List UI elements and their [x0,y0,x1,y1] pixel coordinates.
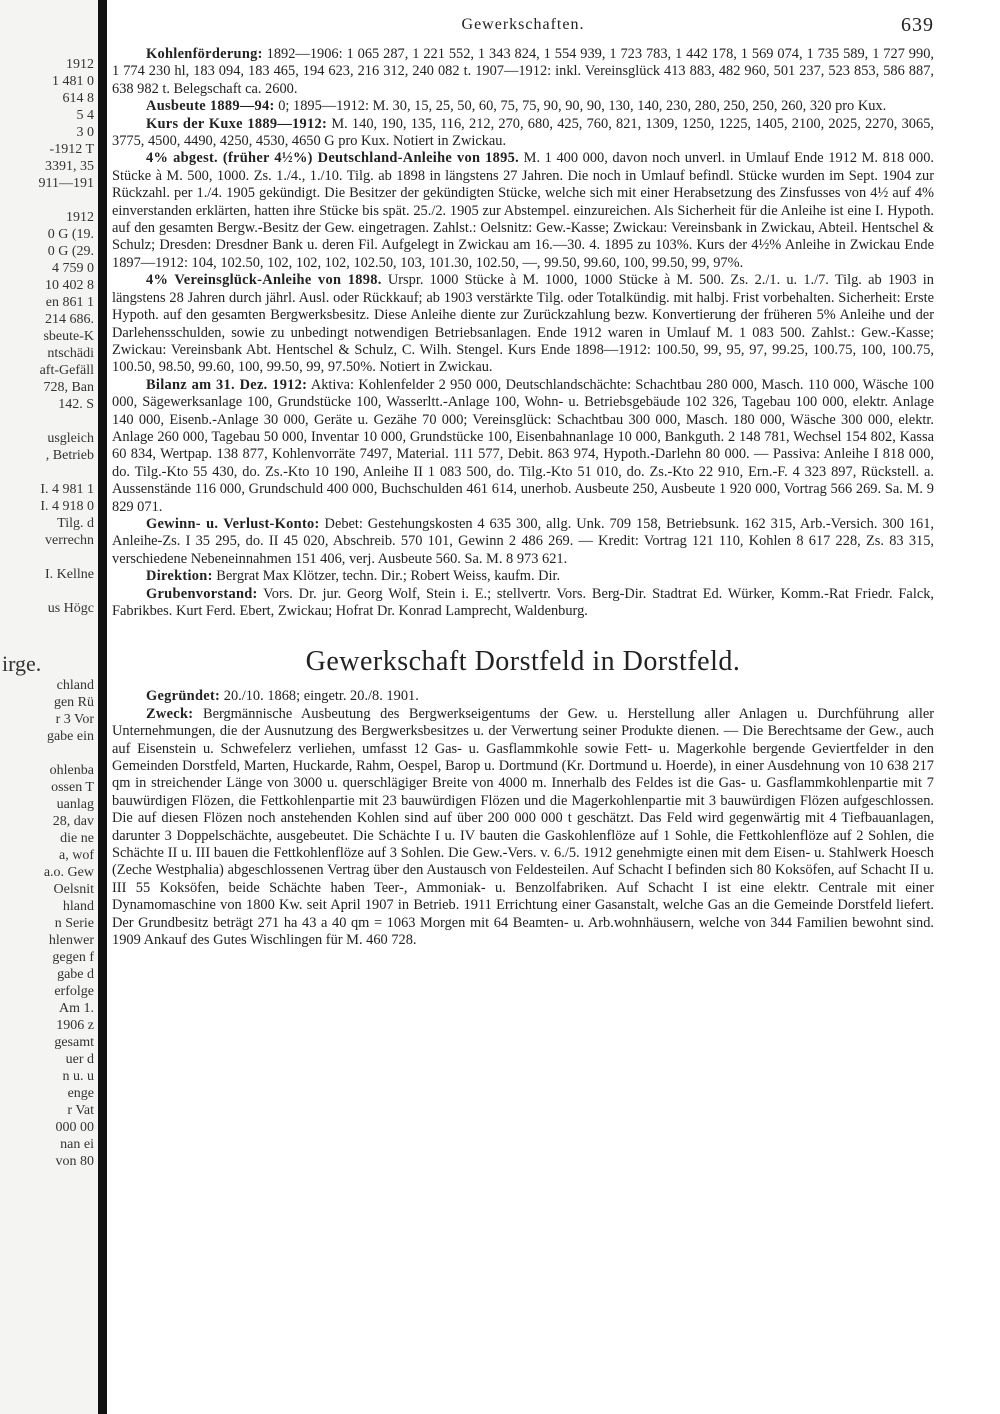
paragraph-ausbeute [112,98,934,115]
adjacent-line: 0 G (29. [47,244,94,259]
adjacent-line: -1912 T [49,142,94,157]
section-title: Gewerkschaft Dorstfeld in Dorstfeld. [305,646,741,678]
body: 20./10. 1868; eingetr. 20./8. 1901. [220,688,419,705]
adjacent-line: r 3 Vor [55,712,94,727]
adjacent-line: 000 00 [55,1120,94,1135]
label: 4% abgest. (früher 4½%) Deutschland-Anleihe von 1895. [146,150,520,167]
paragraph-zweck [112,706,934,950]
adjacent-line: 4 759 0 [52,261,94,276]
adjacent-line: 3391, 35 [45,159,94,174]
adjacent-line [0,413,98,430]
adjacent-line: 5 4 [76,108,94,123]
body: Bergmännische Ausbeutung des Bergwerkseigentums der Gew. u. Herstellung aller Anlagen u. Durchführung aller Unternehmungen, die der Ausnutzung des Bergwerksbesitzes u. der Verwertung seiner Produkte dienen. — Die Berechtsame der Gew., auch auf Eisenstein u. Schwefelerz verliehen, umfasst 12 Gas- u. Gasflammkohle sowie Fett- u. Magerkohle bergende Geviertfelder in den Gemeinden Dorstfeld, Marten, Huckarde, Rahm, Oespel, Barop u. Dortmund (Kr. Dortmund u. Hoerde), in einer Ausdehnung von 10 638 217 qm in streichender Länge von 3000 u. querschlägiger Breite von 4000 m. Innerhalb des Feldes ist die Gas- u. Gasflammkohlenpartie mit 7 bauwürdigen Flözen, die Fettkohlenpartie mit 23 bauwürdigen Flözen und die Magerkohlenpartie mit 3 bauwürdigen Flözen aufgeschlossen. Die auf diesen Flözen noch anstehenden Kohlen sind auf über 200 000 000 t geschätzt. Das Feld wird gegenwärtig mit 4 Tiefbauanlagen, darunter 3 Doppelschächte, ausgebeutet. Die Schächte I u. IV bauten die Gaskohlenflöze auf 1 Sohle, die Fettkohlenflöze auf 2 Sohlen, die Schächte II u. III bauen die Fettkohlenflöze auf 3 Sohlen. Die Gew.-Vers. v. 6./5. 1912 genehmigte einen mit dem Eisen- u. Stahlwerk Hoesch (Zeche Westphalia) abgeschlossenen Vertrag über den Austausch von Feldesteilen. Auf Schacht I befinden sich 80 Koksöfen, auf Schacht II u. III 55 Koksöfen, beide Schächte haben Teer-, Ammoniak- u. Benzolfabriken. Auf Schacht I ist eine elektr. Centrale mit einer Dynamomaschine von 1800 Kw. seit April 1907 in Betrieb. 1911 Errichtung einer Gasanstalt, welche Gas an die Gemeinde Dorstfeld liefert. Der Grundbesitz beträgt 271 ha 43 a 40 qm = 1063 Morgen mit 64 Beamten- u. Arb.wohnhäusern, welche von 344 Familien bewohnt sind. 1909 Ankauf des Gutes Wischlingen für M. 460 728. [112,705,934,949]
company-entry [112,46,934,620]
adjacent-line: a.o. Gew [43,865,94,880]
page-gutter [98,0,107,1414]
adjacent-line: ossen T [51,780,94,795]
adjacent-line: verrechn [45,533,94,548]
adjacent-line: 214 686. [45,312,94,327]
body: Aktiva: Kohlenfelder 2 950 000, Deutschlandschächte: Schachtbau 280 000, Masch. 110 000, Wäsche 100 000, Sägewerksanlage 100, Grundstücke 100, Wasserltt.-Anlage 100, Wohn- u. Betriebsgebäude 102 326, Tagebau 100 000, elektr. Anlage 140 000, Eisenb.-Anlage 30 000, Geräte u. Gezähe 70 000; Vereinsglück: Schachtbau 300 000, Masch. 180 000, Wäsche 300 000, elektr. Anlage 260 000, Tagebau 50 000, Inventar 10 000, Grundstücke 100, Eisenbahnanlage 10 000, Bankguth. 2 148 781, Wechsel 154 802, Kassa 60 834, Wertpap. 138 877, Kohlenvorräte 7497, Material. 111 577, Debit. 863 974, Hypoth.-Darlehn 80 000. — Passiva: Anleihe I 818 000, do. Tilg.-Kto 55 430, do. Zs.-Kto 10 190, Anleihe II 1 083 500, do. Tilg.-Kto 51 010, do. Zs.-Kto 22 910, Ern.-F. 4 323 897, Rückstell. a. Aussenstände 116 000, Grundschuld 400 000, Buchschulden 461 614, unerhob. Ausbeute 250, Ausbeute 1 920 000, Vortrag 566 269. Sa. M. 9 829 071. [112,376,934,515]
label: 4% Vereinsglück-Anleihe von 1898. [146,272,382,289]
adjacent-line: von 80 [55,1154,94,1169]
label: Grubenvorstand: [146,585,258,602]
paragraph-bilanz [112,377,934,516]
adjacent-line: , Betrieb [45,448,94,463]
label: Zweck: [146,705,194,722]
adjacent-line: 1 481 0 [52,74,94,89]
adjacent-line: Tilg. d [57,516,94,531]
adjacent-line: sbeute-K [43,329,94,344]
adjacent-line: r Vat [67,1103,94,1118]
label: Kohlenförderung: [146,46,263,62]
body: Debet: Gestehungskosten 4 635 300, allg. Unk. 709 158, Betriebsunk. 162 315, Arb.-Versich. 300 161, Anleihe-Zs. I 35 295, do. II 45 020, Abschreib. 570 101, Gewinn 2 486 269. — Kredit: Vortrag 121 110, Kohlen 8 617 228, Zs. 83 315, verschiedene Nebeneinnahmen 151 406, verj. Ausbeute 560. Sa. M. 8 973 621. [112,515,934,567]
running-head [112,14,934,40]
adjacent-line: aft-Gefäll [39,363,94,378]
paragraph-vereinsglueck-anleihe [112,272,934,376]
adjacent-line: us Högc [47,601,94,616]
adjacent-line: I. Kellne [45,567,94,582]
adjacent-line [0,745,98,762]
adjacent-line: enge [67,1086,94,1101]
paragraph-gewinn-verlust [112,516,934,568]
adjacent-line: I. 4 981 1 [40,482,94,497]
page-number: 639 [901,14,934,36]
adjacent-line: uanlag [56,797,94,812]
paragraph-kurs-der-kuxe [112,116,934,151]
adjacent-line: a, wof [59,848,94,863]
label: Kurs der Kuxe 1889—1912: [146,115,328,132]
adjacent-line: 1912 [66,57,94,72]
adjacent-line: 10 402 8 [45,278,94,293]
label: Direktion: [146,568,213,585]
label: Gegründet: [146,688,221,705]
page [112,14,934,1404]
adjacent-line [0,617,98,634]
body: Urspr. 1000 Stücke à M. 1000, 1000 Stücke à M. 500. Zs. 2./1. u. 1./7. Tilg. ab 1903 in längstens 28 Jahren durch jährl. Ausl. oder Rückkauf; ab 1903 verstärkte Tilg. oder Totalkündig. mit halbj. Frist vorbehalten. Sicherheit: Erste Hypoth. auf den gesamten Bergwerksbesitz. Diese Anleihe diente zur Zurückzahlung bezw. Konvertierung der früheren 5% Anleihe und der Darlehensschulden, sowie zu unbedingt notwendigen Betriebsanlagen. Ende 1912 waren in Umlauf M. 1 083 500. Zahlst.: Gew.-Kasse; Zwickau: Vereinsbank Abt. Hentschel & Schulz, C. Wilh. Stengel. Kurs Ende 1898—1912: 100.50, 99, 95, 97, 99.25, 100.75, 100, 100.75, 100.50, 98.50, 99.60, 100, 99.50, 99, 97.50%. Notiert in Zwickau. [112,272,934,376]
adjacent-line: nan ei [60,1137,94,1152]
adjacent-line: 28, dav [52,814,94,829]
adjacent-line: 911—191 [38,176,94,191]
adjacent-line [0,549,98,566]
adjacent-line: en 861 1 [45,295,94,310]
adjacent-line: 614 8 [62,91,94,106]
adjacent-line: n Serie [54,916,94,931]
adjacent-line: 728, Ban [43,380,94,395]
adjacent-line: erfolge [54,984,94,999]
label: Ausbeute 1889—94: [146,98,275,115]
paragraph-gegruendet [112,688,934,705]
paragraph-direktion [112,568,934,585]
body: M. 140, 190, 135, 116, 212, 270, 680, 425, 760, 821, 1309, 1250, 1225, 1405, 2100, 2025, 2270, 3065, 3775, 4500, 4490, 4250, 4530, 4650 G pro Kux. Notiert in Zwickau. [112,115,934,150]
adjacent-line [0,464,98,481]
adjacent-line: die ne [60,831,94,846]
adjacent-page-strip [0,0,98,1414]
header-title: Gewerkschaften. [461,16,585,33]
body: Vors. Dr. jur. Georg Wolf, Stein i. E.; stellvertr. Vors. Berg-Dir. Stadtrat Ed. Würker, Komm.-Rat Friedr. Falck, Fabrikbes. Kurt Ferd. Ebert, Zwickau; Hofrat Dr. Konrad Lamprecht, Waldenburg. [112,585,934,619]
section-entry [112,688,934,949]
adjacent-line: 0 G (19. [47,227,94,242]
adjacent-line: Oelsnit [53,882,94,897]
adjacent-line: hlenwer [48,933,94,948]
adjacent-line [0,634,98,651]
body: 0; 1895—1912: M. 30, 15, 25, 50, 60, 75, 75, 90, 90, 90, 130, 140, 230, 280, 250, 250, 260, 320 pro Kux. [274,98,887,115]
adjacent-line: irge. [2,651,42,676]
label: Bilanz am 31. Dez. 1912: [146,376,308,393]
adjacent-line: usgleich [47,431,94,446]
body: M. 1 400 000, davon noch unverl. in Umlauf Ende 1912 M. 818 000. Stücke à M. 500, 1000. Zs. 1./4., 1./10. Tilg. ab 1898 in längstens 27 Jahren. Die noch in Umlauf befindl. Stücke wurden im Sept. 1904 zur Rückzahl. per 1./4. 1905 gekündigt. Die Besitzer der gekündigten Stücke, welche sich mit einer Herabsetzung des Zinsfusses von 4½ auf 4% einverstanden erklärten, hatten ihre Stücke bis spät. 25./2. 1905 zur Abstempel. einzureichen. Als Sicherheit für die Anleihe ist eine I. Hypoth. auf den gesamten Bergw.-Besitz der Gew. eingetragen. Zahlst.: Oelsnitz: Gew.-Kasse; Zwickau: Vereinsbank in Zwickau, Abteil. Hentschel & Schulz; Dresden: Dresdner Bank u. deren Fil. Aufgelegt in Zwickau am 16.—30. 4. 1895 zu 103%. Kurs der 4½% Anleihe in Zwickau Ende 1897—1912: 104, 102.50, 102, 102, 102, 102.50, 103, 101.30, 102.50, —, 99.50, 99.60, 100, 99.50, 99, 97%. [112,150,934,271]
paragraph-grubenvorstand [112,586,934,621]
adjacent-line: gabe ein [46,729,94,744]
adjacent-line: 1906 z [56,1018,94,1033]
paragraph-kohlenfoerderung [112,46,934,98]
adjacent-line: n u. u [62,1069,94,1084]
label: Gewinn- u. Verlust-Konto: [146,515,320,532]
paragraph-deutschland-anleihe [112,150,934,272]
body: Bergrat Max Klötzer, techn. Dir.; Robert Weiss, kaufm. Dir. [212,568,561,585]
adjacent-line: 3 0 [76,125,94,140]
adjacent-line: ohlenba [49,763,94,778]
adjacent-line: 1912 [66,210,94,225]
adjacent-line: hland [62,899,94,914]
adjacent-line: 142. S [58,397,94,412]
adjacent-line: chland [56,678,94,693]
adjacent-line [0,583,98,600]
adjacent-line: gabe d [57,967,94,982]
adjacent-line: uer d [65,1052,94,1067]
adjacent-line: gen Rü [53,695,94,710]
adjacent-line: gegen f [52,950,94,965]
adjacent-line: ntschädi [47,346,94,361]
adjacent-line: gesamt [54,1035,94,1050]
adjacent-line: I. 4 918 0 [40,499,94,514]
adjacent-line [0,192,98,209]
body: 1892—1906: 1 065 287, 1 221 552, 1 343 824, 1 554 939, 1 723 783, 1 442 178, 1 569 074, 1 735 589, 1 727 990, 1 774 230 hl, 183 094, 183 465, 194 623, 216 312, 240 082 t. 1907—1912: inkl. Vereinsglück 413 883, 482 960, 501 237, 523 853, 586 887, 638 982 t. Belegschaft ca. 2600. [112,46,934,97]
adjacent-line: Am 1. [59,1001,94,1016]
